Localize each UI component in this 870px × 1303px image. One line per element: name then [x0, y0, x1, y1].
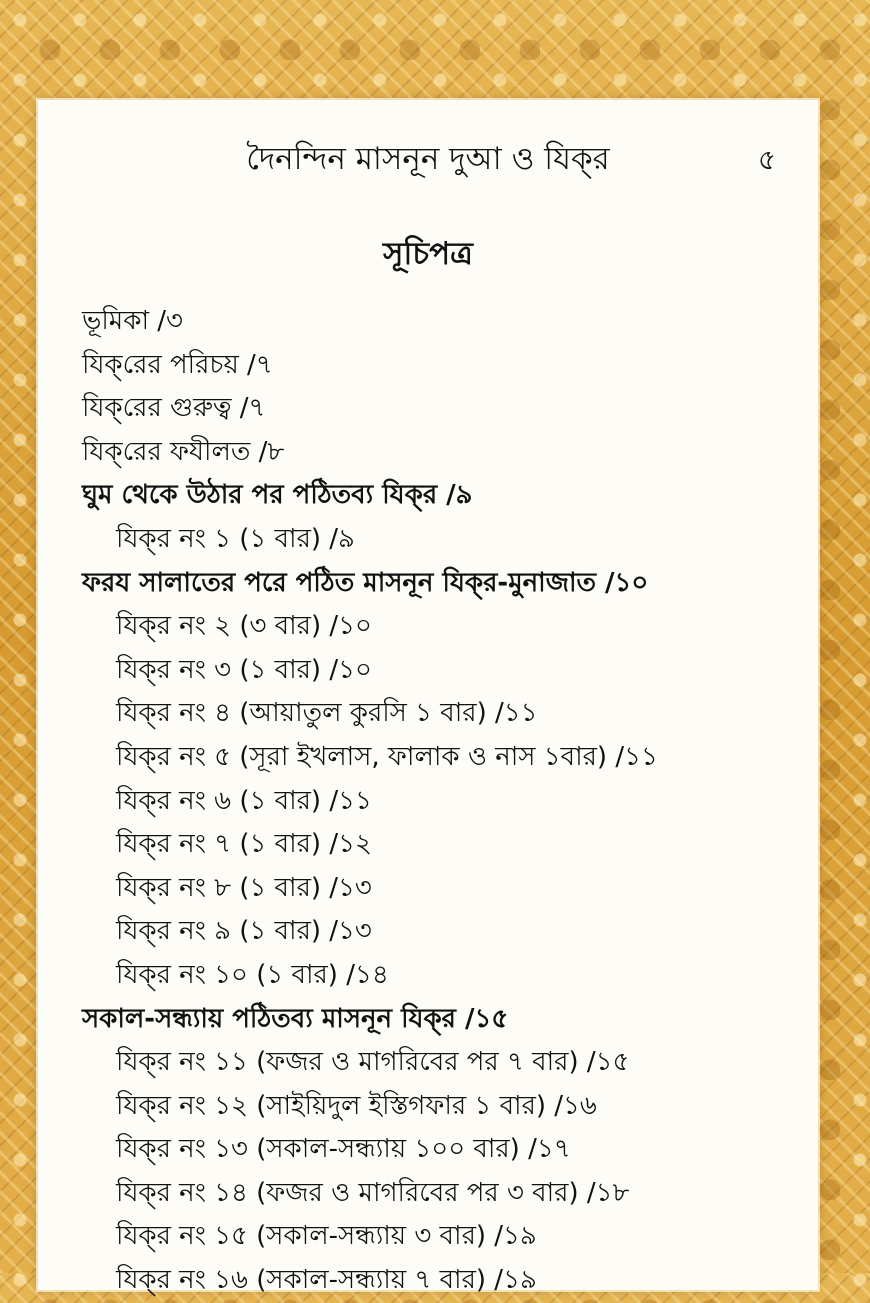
- toc-entry: যিক্‌রের গুরুত্ব /৭: [82, 393, 266, 424]
- toc-entry: ভূমিকা /৩: [82, 306, 183, 336]
- toc-subentry: যিক্‌র নং ১৪ (ফজর ও মাগরিবের পর ৩ বার) /১৮: [116, 1177, 630, 1208]
- toc-subentry: যিক্‌র নং ১৩ (সকাল-সন্ধ্যায় ১০০ বার) /১৭: [116, 1134, 571, 1165]
- toc-entry: সকাল-সন্ধ্যায় পঠিতব্য মাসনূন যিক্‌র /১৫: [82, 1003, 509, 1034]
- toc-subentry: যিক্‌র নং ১৫ (সকাল-সন্ধ্যায় ৩ বার) /১৯: [116, 1221, 537, 1252]
- toc-subentry: যিক্‌র নং ৫ (সূরা ইখলাস, ফালাক ও নাস ১বার) /১১: [116, 741, 658, 772]
- toc-subentry: যিক্‌র নং ১০ (১ বার) /১৪: [116, 959, 389, 990]
- toc-entry: ঘুম থেকে উঠার পর পঠিতব্য যিক্‌র /৯: [82, 480, 473, 511]
- toc-subentry: যিক্‌র নং ১ (১ বার) /৯: [116, 523, 355, 554]
- toc-subentry: যিক্‌র নং ২ (৩ বার) /১০: [116, 611, 372, 642]
- toc-subentry: যিক্‌র নং ১২ (সাইয়িদুল ইস্তিগফার ১ বার) /১৬: [116, 1090, 597, 1121]
- toc-subentry: যিক্‌র নং ৭ (১ বার) /১২: [116, 829, 372, 860]
- toc-subentry: যিক্‌র নং ১৬ (সকাল-সন্ধ্যায় ৭ বার) /১৯: [116, 1265, 537, 1296]
- toc-subentry: যিক্‌র নং ১১ (ফজর ও মাগরিবের পর ৭ বার) /১৫: [116, 1047, 630, 1078]
- toc-subentry: যিক্‌র নং ৬ (১ বার) /১১: [116, 785, 372, 816]
- toc-subentry: যিক্‌র নং ৩ (১ বার) /১০: [116, 654, 372, 685]
- toc-subentry: যিক্‌র নং ৯ (১ বার) /১৩: [116, 916, 372, 947]
- toc-entry: যিক্‌রের ফযীলত /৮: [82, 436, 285, 467]
- toc-subentry: যিক্‌র নং ৪ (আয়াতুল কুরসি ১ বার) /১১: [116, 698, 538, 729]
- toc-entry: ফরয সালাতের পরে পঠিত মাসনূন যিক্‌র-মুনাজাত /১০: [82, 567, 649, 598]
- page-number: ৫: [757, 143, 776, 176]
- running-header-title: দৈনন্দিন মাসনূন দুআ ও যিক্‌র: [246, 141, 610, 177]
- toc-entry: যিক্‌রের পরিচয় /৭: [82, 349, 273, 380]
- book-page: [38, 100, 818, 1296]
- table-of-contents: [82, 300, 798, 1303]
- toc-subentry: যিক্‌র নং ৮ (১ বার) /১৩: [116, 872, 372, 903]
- toc-heading: সূচিপত্র: [383, 236, 473, 272]
